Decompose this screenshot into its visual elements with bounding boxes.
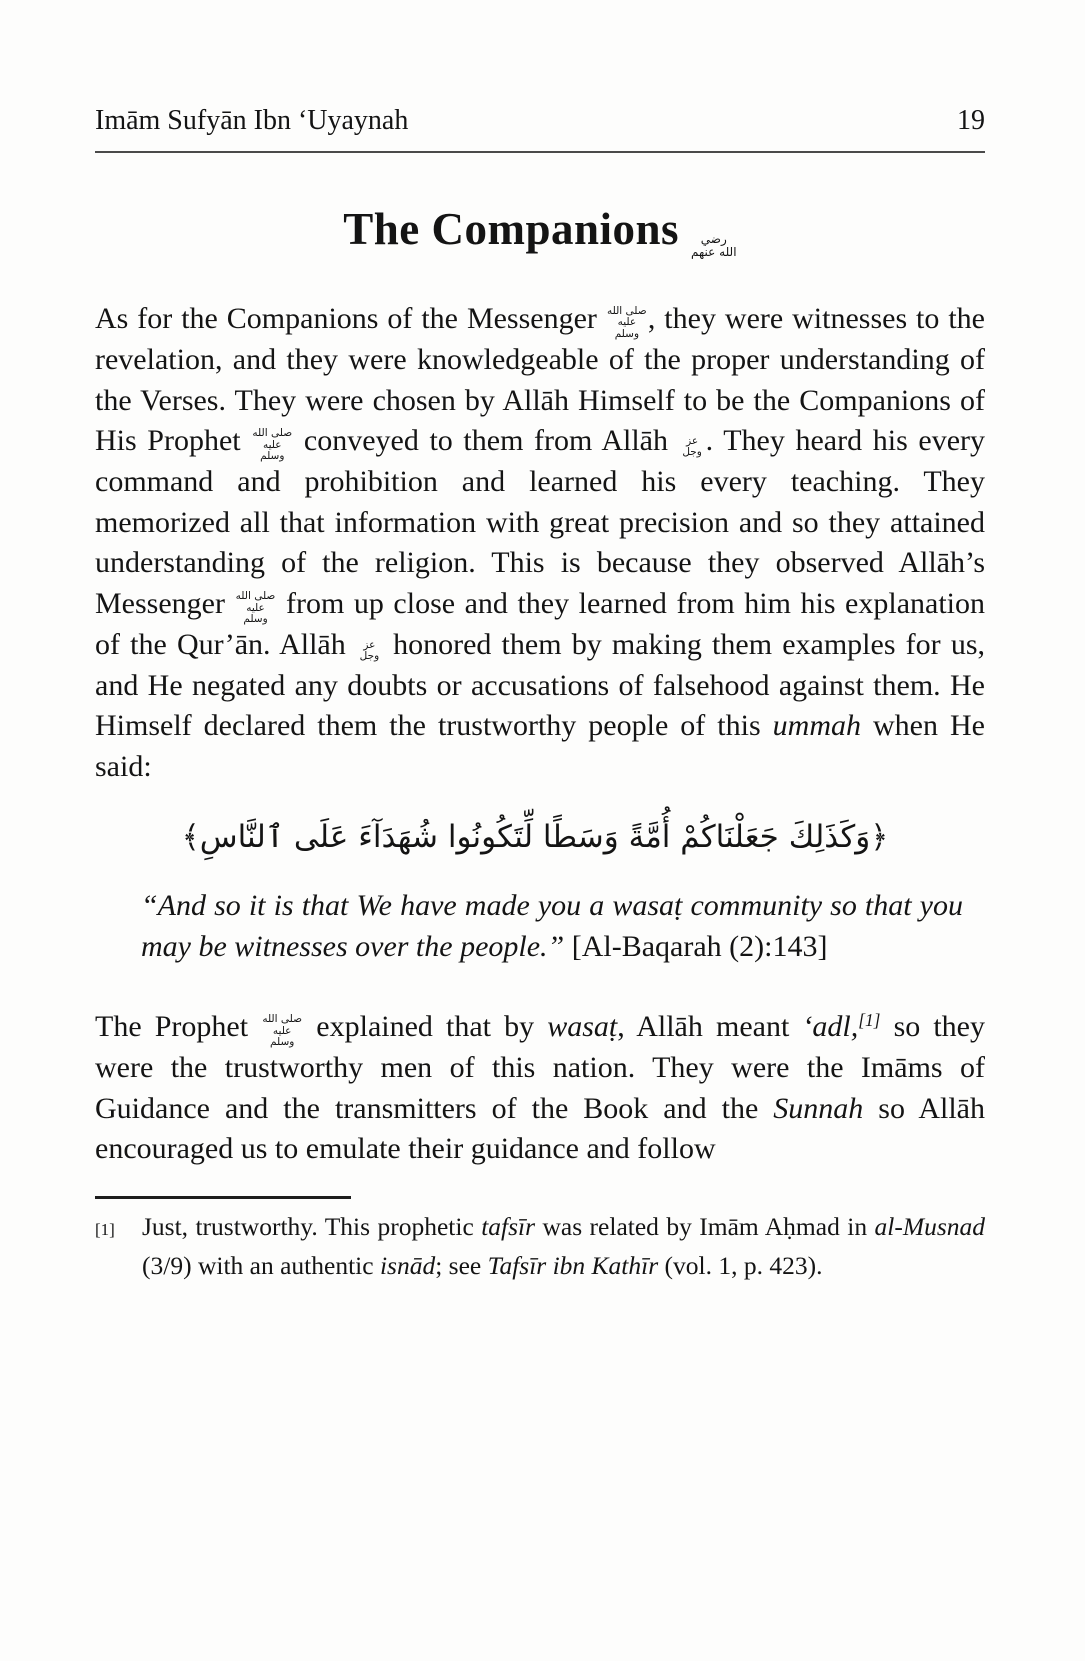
text-segment: (vol. 1, p. 423). — [658, 1251, 823, 1281]
text-segment: Just, trustworthy. This prophetic — [142, 1211, 482, 1241]
text-segment: explained that by — [303, 1009, 548, 1043]
text-segment: isnād — [379, 1251, 436, 1281]
text-segment: The Prophet — [95, 1009, 262, 1043]
text-segment: al-Musnad — [874, 1211, 985, 1241]
text-segment: from up close and they learned from him his explanation of the Qur’ān. Allāh — [95, 586, 985, 662]
text-segment: , Allāh meant — [617, 1009, 803, 1043]
honorific-jalla-icon: عز وجل — [359, 638, 380, 663]
quran-verse-arabic: ﴿وَكَذَلِكَ جَعَلْنَاكُمْ أُمَّةً وَسَطًا لِّتَكُونُوا شُهَدَآءَ عَلَى ٱلنَّاسِ﴾ — [181, 819, 889, 856]
honorific-saw-icon: صلى الله عليه وسلم — [235, 590, 276, 625]
text-segment: ; see — [435, 1251, 488, 1281]
text-segment: tafsīr — [481, 1211, 536, 1241]
honorific-saw-icon: صلى الله عليه وسلم — [262, 1013, 303, 1048]
chapter-title — [95, 205, 985, 259]
text-segment: Sunnah — [773, 1091, 864, 1125]
page-header — [95, 106, 985, 137]
text-segment: so they were the trustworthy men of this nation. They were the Imāms of Guidance and the transmitters of the Book and the — [95, 1009, 985, 1125]
footnote-marker: [1] — [95, 1219, 115, 1239]
footnote-text — [142, 1212, 985, 1281]
text-segment: As for the Companions of the Messenger — [95, 301, 606, 335]
text-segment: ‘adl, — [802, 1009, 859, 1043]
honorific-saw-icon: صلى الله عليه وسلم — [252, 427, 293, 463]
text-segment: wasaṭ — [547, 1009, 618, 1043]
text-segment: ummah — [772, 709, 861, 743]
text-segment: when He said: — [95, 709, 985, 783]
verse-translation — [141, 885, 963, 968]
text-segment: . They heard his every command and prohibition and learned his every teaching. They memorized all that information with great precision and so they attained understanding of the religion. This is because they observed Allāh’s Messenger — [95, 424, 985, 620]
text-segment: [Al-Baqarah (2):143] — [571, 930, 828, 964]
paragraph-2 — [95, 1000, 985, 1170]
text-segment: so Allāh encouraged us to emulate their guidance and follow — [95, 1091, 985, 1166]
text-segment: [1] — [858, 1009, 881, 1030]
paragraph-1 — [95, 299, 985, 787]
text-segment: community so that you may be witnesses over the people.” — [141, 888, 963, 964]
text-segment: honored them by making them examples for us, and He negated any doubts or accusations of falsehood against them. He Himself declared them the trustworthy people of this — [95, 628, 985, 743]
text-segment: Tafsīr ibn Kathīr — [487, 1251, 659, 1281]
header-rule — [95, 151, 985, 153]
text-segment: (3/9) with an authentic — [142, 1251, 380, 1281]
honorific-saw-icon: صلى الله عليه وسلم — [607, 305, 647, 340]
footnote-1 — [95, 1207, 985, 1286]
text-segment: wasaṭ — [612, 888, 683, 922]
text-segment: “And so it is that We have made you a — [141, 888, 613, 922]
footnote-rule — [95, 1196, 351, 1199]
honorific-jalla-icon: عز وجل — [682, 434, 702, 459]
honorific-anhum-icon: رضي الله عنهم — [691, 231, 737, 259]
text-segment: conveyed to them from Allāh — [293, 424, 679, 458]
chapter-title-text: The Companions — [343, 203, 680, 254]
page-number: 19 — [957, 105, 985, 136]
text-segment: , they were witnesses to the revelation, and they were knowledgeable of the proper understanding of the Verses. They were chosen by Allāh Himself to be the Companions of His Prophet — [95, 301, 985, 458]
text-segment: was related by Imām Aḥmad in — [535, 1211, 875, 1241]
running-title: Imām Sufyān Ibn ‘Uyaynah — [95, 105, 409, 136]
